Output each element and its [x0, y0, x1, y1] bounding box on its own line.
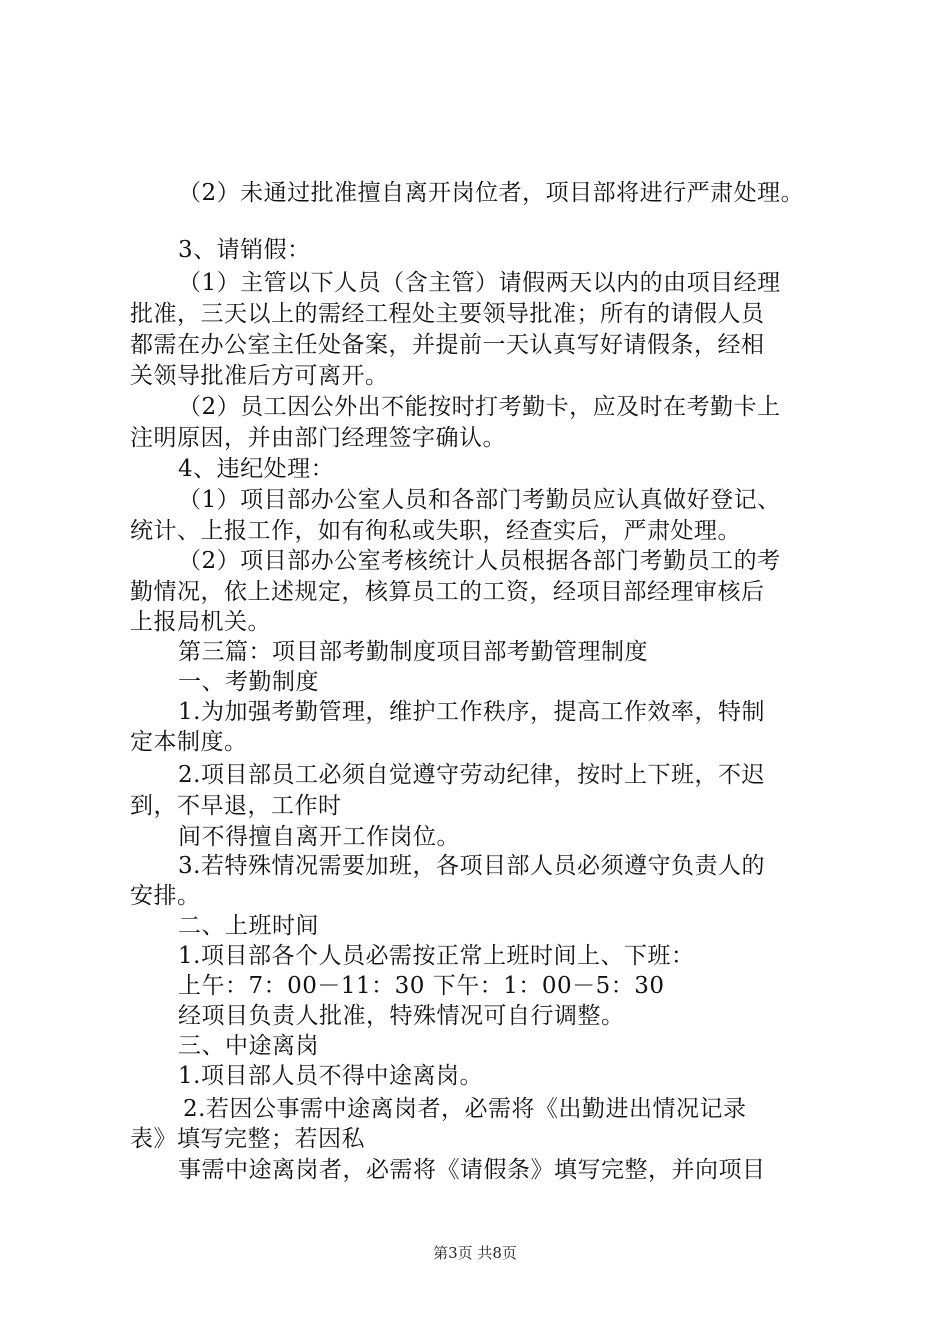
text-line: 表》填写完整；若因私: [130, 1126, 365, 1152]
text-line: 3.若特殊情况需要加班，各项目部人员必须遵守负责人的: [178, 853, 765, 879]
text-line: 1.项目部各个人员必需按正常上班时间上、下班：: [178, 943, 695, 969]
text-line: 上报局机关。: [130, 609, 271, 635]
section-heading: 一、考勤制度: [178, 669, 319, 695]
text-line: 经项目负责人批准，特殊情况可自行调整。: [178, 1003, 625, 1029]
text-line: （1）项目部办公室人员和各部门考勤员应认真做好登记、: [178, 487, 781, 513]
text-line: 上午：7：00－11：30 下午：1：00－5：30: [178, 973, 665, 999]
section-heading: 二、上班时间: [178, 913, 319, 939]
text-line: （2）员工因公外出不能按时打考勤卡，应及时在考勤卡上: [178, 394, 781, 420]
text-line: 安排。: [130, 883, 201, 909]
text-line: 勤情况，依上述规定，核算员工的工资，经项目部经理审核后: [130, 579, 765, 605]
text-line: 注明原因，并由部门经理签字确认。: [130, 425, 506, 451]
text-line: 2.若因公事需中途离岗者，必需将《出勤进出情况记录: [183, 1096, 747, 1122]
text-line: 1.为加强考勤管理，维护工作秩序，提高工作效率，特制: [178, 699, 765, 725]
text-line: 关领导批准后方可离开。: [130, 363, 389, 389]
page-number-footer: 第3页 共8页: [433, 1244, 517, 1262]
text-line: 都需在办公室主任处备案，并提前一天认真写好请假条，经相: [130, 332, 765, 358]
text-line: 定本制度。: [130, 729, 248, 755]
text-line: 到，不早退，工作时: [130, 793, 342, 819]
text-line: 1.项目部人员不得中途离岗。: [178, 1063, 483, 1089]
text-line: 统计、上报工作，如有徇私或失职，经查实后，严肃处理。: [130, 518, 741, 544]
text-line: （2）未通过批准擅自离开岗位者，项目部将进行严肃处理。: [178, 180, 805, 206]
text-line: （1）主管以下人员（含主管）请假两天以内的由项目经理: [178, 270, 781, 296]
text-line: 4、违纪处理：: [178, 456, 335, 482]
text-line: 间不得擅自离开工作岗位。: [178, 824, 460, 850]
text-line: 事需中途离岗者，必需将《请假条》填写完整，并向项目: [178, 1157, 766, 1183]
section-heading: 第三篇：项目部考勤制度项目部考勤管理制度: [178, 639, 648, 665]
text-line: 3、请销假：: [178, 237, 311, 263]
section-heading: 三、中途离岗: [178, 1033, 319, 1059]
text-line: （2）项目部办公室考核统计人员根据各部门考勤员工的考: [178, 548, 781, 574]
text-line: 批准，三天以上的需经工程处主要领导批准；所有的请假人员: [130, 301, 765, 327]
text-line: 2.项目部员工必须自觉遵守劳动纪律，按时上下班，不迟: [178, 762, 765, 788]
